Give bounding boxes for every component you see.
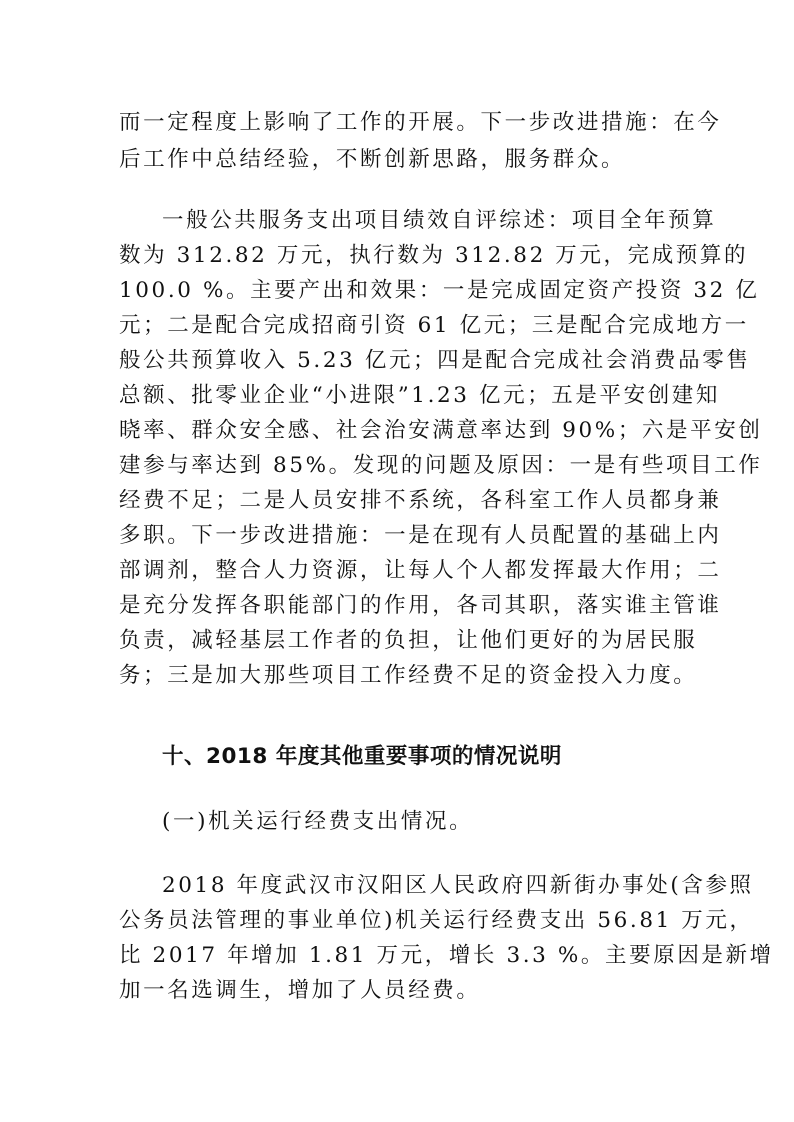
paragraph-line: 多职。下一步改进措施：一是在现有人员配置的基础上内 — [119, 523, 722, 548]
section-heading: 十、2018 年度其他重要事项的情况说明 — [162, 744, 562, 769]
paragraph-line: 元；二是配合完成招商引资 61 亿元；三是配合完成地方一 — [119, 313, 749, 338]
paragraph-line: 负责，减轻基层工作者的负担，让他们更好的为居民服 — [119, 628, 698, 653]
paragraph-line: 般公共预算收入 5.23 亿元；四是配合完成社会消费品零售 — [119, 348, 751, 373]
paragraph-line: 比 2017 年增加 1.81 万元，增长 3.3 %。主要原因是新增 — [119, 943, 774, 968]
paragraph-line: 加一名选调生，增加了人员经费。 — [119, 978, 481, 1003]
subsection-heading: (一)机关运行经费支出情况。 — [162, 809, 474, 834]
paragraph-line: 100.0 %。主要产出和效果：一是完成固定资产投资 32 亿 — [119, 278, 760, 303]
paragraph-line: 务；三是加大那些项目工作经费不足的资金投入力度。 — [119, 663, 698, 688]
paragraph-line: 一般公共服务支出项目绩效自评综述：项目全年预算 — [162, 208, 717, 233]
paragraph-line: 建参与率达到 85%。发现的问题及原因：一是有些项目工作 — [119, 453, 763, 478]
paragraph-line: 2018 年度武汉市汉阳区人民政府四新街办事处(含参照 — [162, 873, 754, 898]
paragraph-line: 经费不足；二是人员安排不系统，各科室工作人员都身兼 — [119, 488, 722, 513]
paragraph-line: 而一定程度上影响了工作的开展。下一步改进措施：在今 — [119, 110, 722, 135]
paragraph-line: 晓率、群众安全感、社会治安满意率达到 90%；六是平安创 — [119, 418, 763, 443]
paragraph-line: 是充分发挥各职能部门的作用，各司其职，落实谁主管谁 — [119, 593, 722, 618]
paragraph-line: 公务员法管理的事业单位)机关运行经费支出 56.81 万元， — [119, 908, 754, 933]
paragraph-line: 部调剂，整合人力资源，让每人个人都发挥最大作用；二 — [119, 558, 722, 583]
paragraph-line: 总额、批零业企业“小进限”1.23 亿元；五是平安创建知 — [119, 383, 720, 408]
paragraph-line: 后工作中总结经验，不断创新思路，服务群众。 — [119, 147, 626, 172]
paragraph-line: 数为 312.82 万元，执行数为 312.82 万元，完成预算的 — [119, 243, 749, 268]
